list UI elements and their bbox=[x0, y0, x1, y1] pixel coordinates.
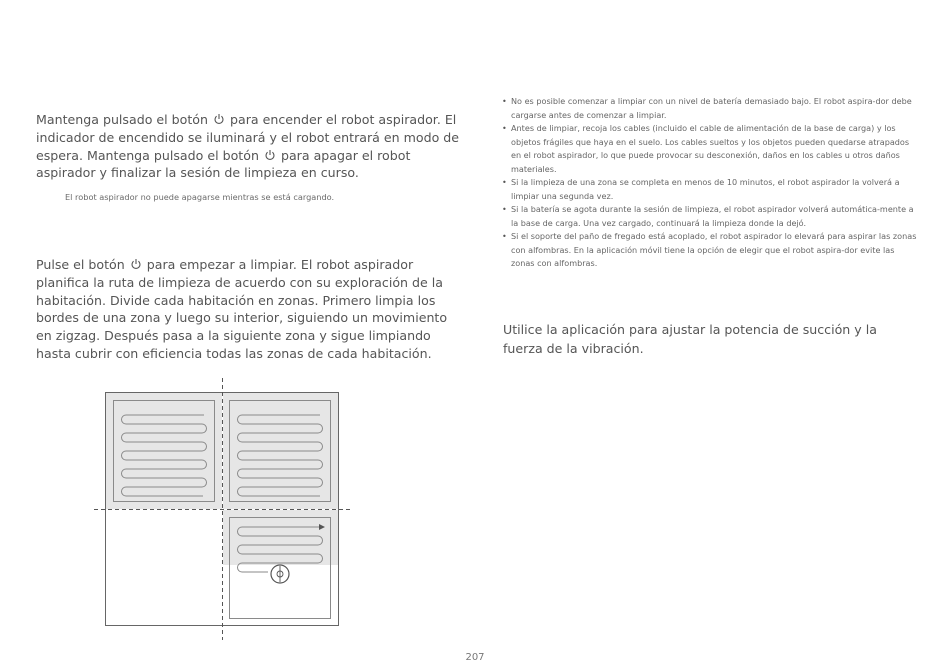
note-item: • Antes de limpiar, recoja los cables (incluido el cable de alimentación de la base de carga) y los objetos frágiles que haya en el suelo. Los cables sueltos y los objetos pueden quedarse atrapados en el robot aspirador, lo que puede provocar su desconexión, daños en los cables u otros daños materiales. bbox=[502, 122, 920, 176]
power-icon bbox=[264, 149, 276, 161]
power-instructions bbox=[36, 111, 461, 182]
note-item: • Si la limpieza de una zona se completa en menos de 10 minutos, el robot aspirador la volverá a limpiar una segunda vez. bbox=[502, 176, 920, 203]
robot-icon bbox=[271, 565, 289, 583]
cleaning-instructions bbox=[36, 256, 461, 363]
notes-list bbox=[502, 95, 920, 271]
power-text-1: Mantenga pulsado el botón bbox=[36, 112, 208, 127]
power-text-3: para apagar el robot aspirador y finalizar la sesión de limpieza en curso. bbox=[36, 147, 411, 181]
cleaning-text-2: para empezar a limpiar. El robot aspirador planifica la ruta de limpieza de acuerdo con su exploración de la habitación. Divide cada habitación en zonas. Primero limpia los bordes de una zona y luego su interior, siguiendo un movimiento en zigzag. Después pasa a la siguiente zona y sigue limpiando hasta cubrir con eficiencia todas las zonas de cada habitación. bbox=[36, 257, 448, 361]
cleaning-route-diagram bbox=[90, 378, 352, 640]
note-item: • Si el soporte del paño de fregado está acoplado, el robot aspirador lo elevará para aspirar las zonas con alfombras. En la aplicación móvil tiene la opción de elegir que el robot aspira-dor evite las zonas con alfombras. bbox=[502, 230, 920, 271]
suction-instructions: Utilice la aplicación para ajustar la potencia de succión y la fuerza de la vibración. bbox=[503, 322, 877, 356]
cleaning-text-1: Pulse el botón bbox=[36, 257, 125, 272]
page-number: 207 bbox=[465, 652, 485, 663]
power-text-2: para encender el robot aspirador. El indicador de encendido se iluminará y el robot entrará en modo de espera. Mantenga pulsado el botón bbox=[36, 112, 460, 163]
charging-note: El robot aspirador no puede apagarse mientras se está cargando. bbox=[65, 192, 335, 202]
note-item: • No es posible comenzar a limpiar con un nivel de batería demasiado bajo. El robot aspira-dor debe cargarse antes de comenzar a limpiar. bbox=[502, 95, 920, 122]
note-item: • Si la batería se agota durante la sesión de limpieza, el robot aspirador volverá automática-mente a la base de carga. Una vez cargado, continuará la limpieza donde la dejó. bbox=[502, 203, 920, 230]
power-icon bbox=[213, 113, 225, 125]
power-icon bbox=[130, 258, 142, 270]
zone-bottom-right-partial bbox=[223, 510, 338, 565]
